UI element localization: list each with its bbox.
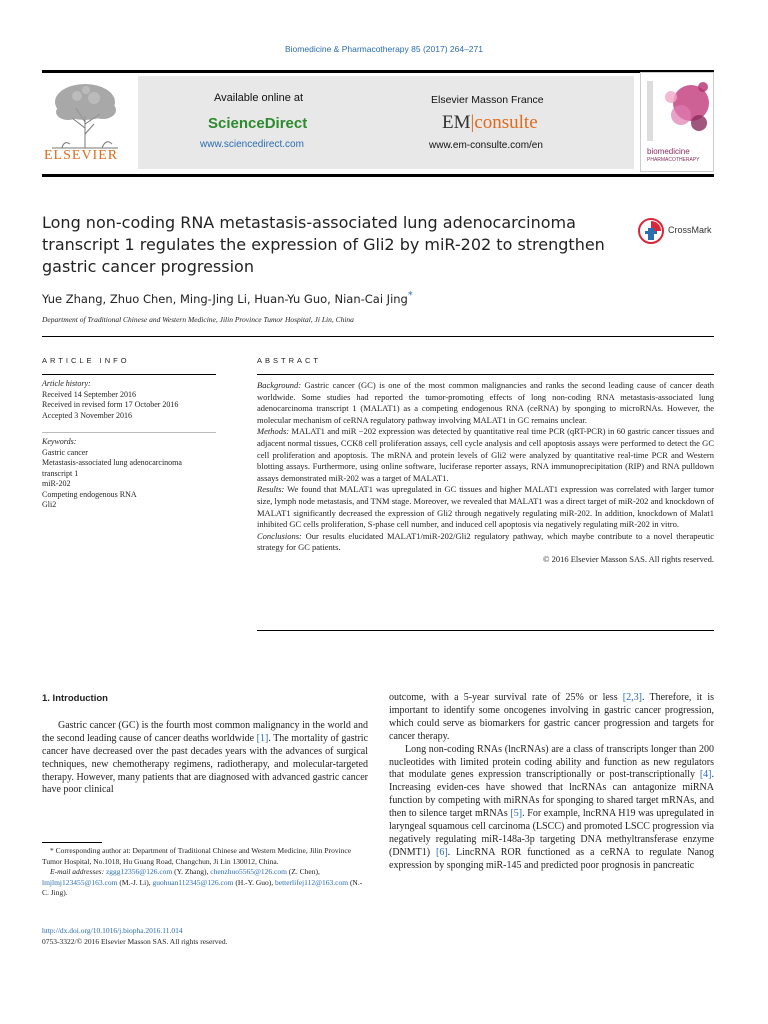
citation-link[interactable]: [6] — [435, 846, 448, 858]
methods-label: Methods: — [257, 426, 290, 437]
conclusions-label: Conclusions: — [257, 530, 302, 541]
intro-rp2-text-a: Long non-coding RNAs (lncRNAs) are a class of transcripts longer than 200 nucleotides with limited protein coding ability and function as new regulators that modulate genes expression transcriptionally or post-transcriptionally — [389, 743, 714, 781]
available-online-label: Available online at — [214, 92, 304, 104]
doi-link[interactable]: http://dx.doi.org/10.1016/j.biopha.2016.11.014 — [42, 926, 183, 935]
author-list — [42, 290, 413, 306]
crossmark-badge[interactable] — [638, 216, 728, 248]
issn-line: 0753-3322/© 2016 Elsevier Masson SAS. All rights reserved. — [42, 936, 228, 946]
corresponding-author-note: * Corresponding author at: Department of Traditional Chinese and Western Medicine, Jilin Province Tumor Hospital, No.1018, Hu Guang Road, Changchun, Ji Lin 130012, China. — [42, 846, 352, 866]
footnote-rule — [42, 842, 102, 843]
keyword-item: Competing endogenous RNA — [42, 489, 137, 499]
keyword-item: Gastric cancer — [42, 447, 88, 457]
intro-heading: 1. Introduction — [42, 693, 108, 704]
methods-text: MALAT1 and miR −202 expression was detected by quantitative real time PCR (qRT-PCR) in 60 gastric cancer tissues and adjacent normal tissues, CCK8 cell proliferation assays, cell cycle analysis and cell apoptosis assays were performed to detect the GC cell proliferation and apoptosis. The mRNA and protein levels of Gli2 were analyzed by quantitative real-time PCR and Western blotting assays. Furthermore, using online software, luciferase reporter assays, RNA immunoprecipitation (RIP) and RNA pulldown assays demonstrated miR-202 was a target of MALAT1. — [257, 426, 715, 483]
keywords-block — [42, 437, 222, 511]
intro-right-column — [389, 692, 714, 873]
email-owner: (H.-Y. Guo), — [233, 877, 275, 887]
intro-paragraph-1 — [42, 720, 368, 797]
email-owner: (M.-J. Li), — [117, 877, 153, 887]
abstract-conclusions — [257, 531, 714, 554]
email-link[interactable]: lmjlmj123455@163.com — [42, 877, 118, 887]
banner-bottom-rule — [42, 174, 714, 177]
intro-p1-text-a: Gastric cancer (GC) is the fourth most common malignancy in the world and the second leading cause of cancer deaths worldwide — [42, 719, 368, 744]
email-link[interactable]: betterlifej112@163.com — [274, 877, 349, 887]
article-history — [42, 379, 222, 421]
conclusions-text: Our results elucidated MALAT1/miR-202/Gli2 regulatory pathway, which maybe contribute to a novel therapeutic strategy for GC patients. — [257, 530, 715, 553]
citation-link[interactable]: [4] — [699, 769, 712, 781]
results-text: We found that MALAT1 was upregulated in GC tissues and higher MALAT1 expression was correlated with larger tumor size, lymph node metastasis, and TNM stage. Moreover, we revealed that MALAT1 was a direct target of miR-202 and knockdown of MALAT1 significantly decreased the expression of Gli2 through negatively regulating miR-202. In addition, knockdown of Malat1 inhibited GC cells proliferation, S-phase cell number, and induced cell apoptosis via negatively regulating miR-202 in vitro. — [257, 484, 714, 530]
intro-rp2-text-b: . Increasing eviden-ces have showed that lncRNAs can antagonize miRNA function by competing with miRNAs for sponging to shared target mRNAs, and then to silence target mRNAs — [389, 769, 714, 820]
keyword-item: miR-202 — [42, 479, 71, 488]
citation-link[interactable]: [2,3] — [622, 692, 642, 703]
elsevier-tree-logo[interactable] — [42, 78, 128, 150]
cover-title-1: biomedicine — [647, 147, 690, 156]
em-consulte-link[interactable]: www.em-consulte.com/en — [429, 140, 543, 151]
email-link[interactable]: chenzhuo5565@126.com — [210, 867, 287, 876]
article-info-heading: ARTICLE INFO — [42, 356, 130, 365]
journal-banner — [42, 72, 714, 173]
sciencedirect-logo[interactable]: ScienceDirect — [208, 115, 308, 132]
intro-paragraph-2 — [389, 744, 714, 873]
intro-rp1-text-a: outcome, with a 5-year survival rate of 25% or less — [389, 692, 623, 703]
abstract-end-rule — [257, 630, 714, 631]
footnote — [42, 846, 368, 899]
keyword-item: Gli2 — [42, 500, 57, 509]
abstract-background — [257, 380, 714, 426]
intro-paragraph-continued — [389, 692, 714, 744]
email-owner: (Z. Chen), — [286, 867, 320, 876]
keywords-label: Keywords: — [42, 437, 77, 446]
keywords-rule — [42, 432, 216, 433]
sciencedirect-link[interactable]: www.sciencedirect.com — [200, 139, 304, 150]
crossmark-label: CrossMark — [668, 225, 712, 235]
email-owner: (N.-C. Jing). — [42, 877, 363, 897]
intro-rp1-text-b: . Therefore, it is important to identify some oncogenes involving in gastric cancer progression, which could serve as biomarkers for gastric cancer progression and targets for cancer therapy. — [389, 692, 714, 742]
em-part: EM — [442, 112, 471, 133]
journal-cover-thumbnail[interactable] — [640, 72, 714, 172]
corresponding-author-mark[interactable]: * — [407, 290, 413, 301]
intro-rp2-text-c: . For example, lncRNA H19 was upregulated in laryngeal squamous cell carcinoma (LSCC) and promoted LSCC progression via negatively regulating miR-148a-3p targeting DNA methyltransferase enzyme (DNMT1) — [389, 808, 715, 858]
keyword-item: transcript 1 — [42, 468, 79, 478]
email-link[interactable]: zggg12356@126.com — [105, 867, 173, 876]
abstract-methods — [257, 426, 714, 484]
crossmark-icon — [638, 218, 664, 244]
affiliation: Department of Traditional Chinese and Western Medicine, Jilin Province Tumor Hospital, Ji Lin, China — [42, 315, 354, 324]
accepted-date: Accepted 3 November 2016 — [42, 410, 132, 420]
abstract-copyright: © 2016 Elsevier Masson SAS. All rights reserved. — [542, 553, 714, 564]
revised-date: Received in revised form 17 October 2016 — [42, 400, 179, 409]
abstract-rule — [257, 374, 714, 375]
background-label: Background: — [257, 380, 302, 390]
journal-reference[interactable]: Biomedicine & Pharmacotherapy 85 (2017) 264–271 — [285, 44, 483, 54]
citation-link[interactable]: [5] — [510, 808, 523, 820]
abstract-body — [257, 380, 714, 566]
email-label: E-mail addresses: — [50, 867, 105, 876]
email-link[interactable]: guohuan112345@126.com — [152, 877, 234, 887]
article-title: Long non-coding RNA metastasis-associated lung adenocarcinoma transcript 1 regulates the expression of Gli2 by miR-202 to strengthen gastric cancer progression — [42, 213, 605, 276]
authors-text: Yue Zhang, Zhuo Chen, Ming-Jing Li, Huan-Yu Guo, Nian-Cai Jing — [42, 291, 408, 306]
elsevier-masson-label: Elsevier Masson France — [431, 94, 544, 106]
email-owner: (Y. Zhang), — [172, 867, 211, 876]
elsevier-tree-icon — [42, 78, 128, 150]
email-addresses — [42, 867, 368, 899]
cover-title-2: PHARMACOTHERAPY — [647, 157, 700, 163]
article-info-rule — [42, 374, 216, 375]
abstract-heading: ABSTRACT — [257, 356, 322, 365]
doi-block — [42, 926, 368, 947]
header-divider — [42, 336, 714, 337]
intro-rp2-text-d: . LincRNA ROR functioned as a ceRNA to regulate Nanog expression by sponging miR-145 and predicted poor prognosis in pancreatic — [389, 846, 715, 871]
em-divider: | — [470, 112, 475, 133]
background-text: Gastric cancer (GC) is one of the most common malignancies and ranks the second leading cause of cancer death worldwide. Some studies had reported the tumor-promoting effects of long non-coding RNA metastasis-associated lung adenocarcinoma transcript 1 (MALAT1) as a competing endogenous RNA (ceRNA) by sponging to microRNAs. However, the molecular mechanism of ceRNA regulatory pathway involving MALAT1 in GC remains unclear. — [257, 380, 714, 425]
citation-link[interactable]: [1] — [256, 732, 269, 744]
keyword-item: Metastasis-associated lung adenocarcinoma — [42, 458, 182, 467]
em-consulte-logo[interactable] — [442, 112, 538, 134]
intro-left-column — [42, 693, 368, 797]
abstract-results — [257, 484, 714, 530]
results-label: Results: — [257, 484, 285, 495]
received-date: Received 14 September 2016 — [42, 389, 136, 399]
history-label: Article history: — [42, 379, 91, 388]
consulte-part: consulte — [474, 112, 538, 133]
intro-p1-text-b: . The mortality of gastric cancer have decreased over the past decades years with the advances of surgical techniques, new chemotherapy regimens, radiotherapy, and molecular-targeted therapy. However, many patients that are diagnosed with advanced gastric cancer have poor clinical — [42, 732, 369, 796]
elsevier-wordmark: ELSEVIER — [44, 148, 119, 163]
